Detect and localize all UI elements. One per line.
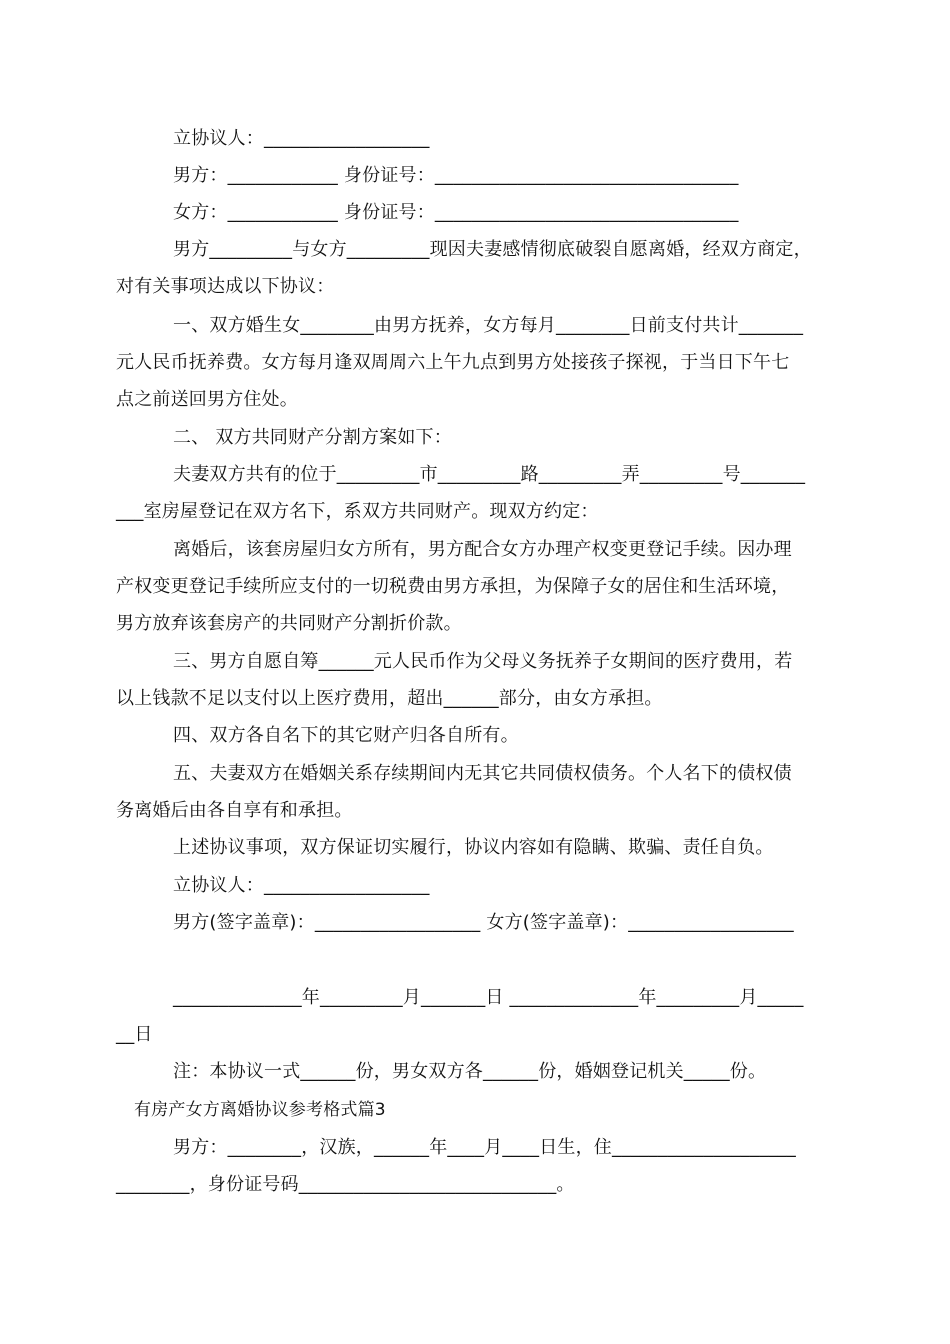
male-party-detail-line-1: 男方：________，汉族，______年____月____日生，住____________________ (173, 1137, 796, 1158)
date-line-1: ______________年_________月_______日 ______________年_________月_____ (173, 987, 804, 1008)
female-party-id-line: 女方：____________ 身份证号：_________________________________ (173, 202, 739, 223)
preamble-line-1: 男方_________与女方_________现因夫妻感情彻底破裂自愿离婚，经双方商定， (173, 239, 812, 260)
clause-2-heading: 二、 双方共同财产分割方案如下： (173, 427, 452, 448)
signature-line: 男方(签字盖章)：__________________ 女方(签字盖章)：__________________ (173, 912, 794, 933)
clause-2-property-line-1: 夫妻双方共有的位于_________市_________路_________弄_________号_______ (173, 464, 806, 485)
clause-2-agreement-line-3: 男方放弃该套房产的共同财产分割折价款。 (116, 613, 462, 634)
clause-3-line-2: 以上钱款不足以支付以上医疗费用，超出______部分，由女方承担。 (116, 688, 663, 709)
note-line: 注：本协议一式______份，男女双方各______份，婚姻登记机关_____份。 (173, 1061, 767, 1082)
clause-4: 四、双方各自名下的其它财产归各自所有。 (173, 725, 519, 746)
clause-1-line-1: 一、双方婚生女________由男方抚养，女方每月________日前支付共计_______ (173, 315, 804, 336)
signatory-line-bottom: 立协议人：__________________ (173, 875, 430, 896)
clause-2-agreement-line-1: 离婚后，该套房屋归女方所有，男方配合女方办理产权变更登记手续。因办理 (173, 539, 792, 560)
clause-1-line-2: 元人民币抚养费。女方每月逢双周周六上午九点到男方处接孩子探视，于当日下午七 (116, 352, 790, 373)
preamble-line-2: 对有关事项达成以下协议： (116, 276, 335, 297)
clause-2-property-line-2: ___室房屋登记在双方名下，系双方共同财产。现双方约定： (116, 501, 599, 522)
clause-5-line-2: 务离婚后由各自享有和承担。 (116, 800, 353, 821)
clause-3-line-1: 三、男方自愿自筹______元人民币作为父母义务抚养子女期间的医疗费用，若 (173, 651, 793, 672)
closing-statement: 上述协议事项，双方保证切实履行，协议内容如有隐瞒、欺骗、责任自负。 (173, 837, 774, 858)
clause-5-line-1: 五、夫妻双方在婚姻关系存续期间内无其它共同债权债务。个人名下的债权债 (173, 763, 792, 784)
signatory-line: 立协议人：__________________ (173, 128, 430, 149)
clause-1-line-3: 点之前送回男方住处。 (116, 389, 298, 410)
clause-2-agreement-line-2: 产权变更登记手续所应支付的一切税费由男方承担，为保障子女的居住和生活环境， (116, 576, 790, 597)
date-line-2: __日 (116, 1024, 153, 1045)
male-party-id-line: 男方：____________ 身份证号：_________________________________ (173, 165, 739, 186)
section-title: 有房产女方离婚协议参考格式篇3 (134, 1100, 386, 1120)
male-party-detail-line-2: ________，身份证号码____________________________。 (116, 1174, 575, 1195)
